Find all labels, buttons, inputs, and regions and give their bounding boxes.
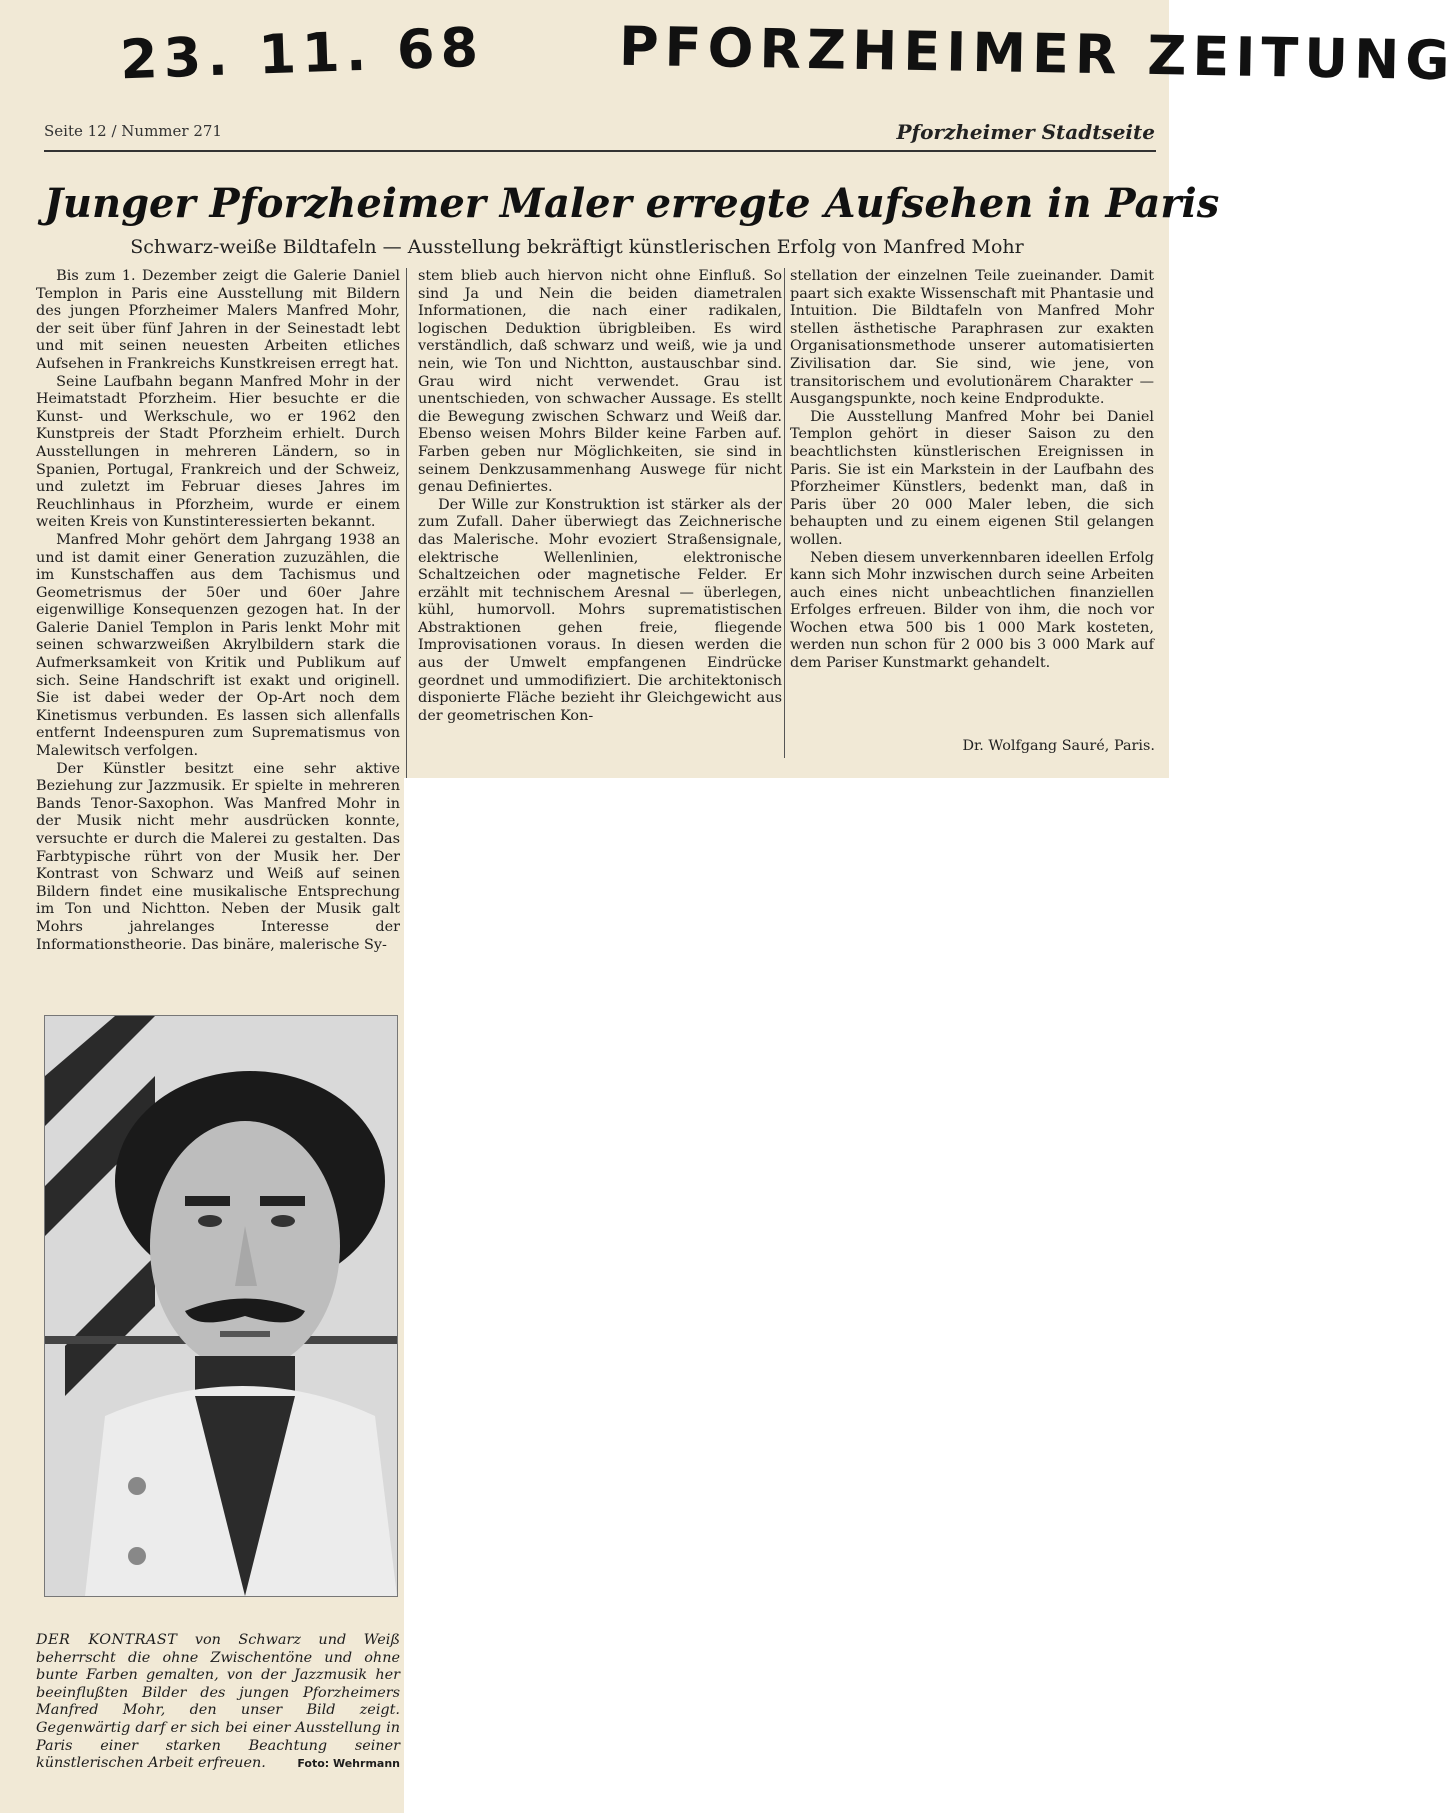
- page-number: Seite 12 / Nummer 271: [44, 122, 222, 140]
- handwritten-date: 23. 11. 68: [119, 15, 486, 92]
- handwritten-annotation: [119, 14, 1456, 102]
- portrait-illustration: [45, 1016, 397, 1596]
- caption-text: von Schwarz und Weiß beherrscht die ohne Zwischentöne und ohne bunte Farben gemalten, von der Jazzmusik her beeinflußten Bilder des jungen Pforzheimers Manfred Mohr, den unser Bild zeigt. Gegenwärtig darf er sich bei einer Ausstellung in Paris einer starken Beachtung seiner künstlerischen Arbeit erfreuen.: [36, 1632, 400, 1772]
- header-rule: [44, 150, 1156, 152]
- paragraph: Seine Laufbahn begann Manfred Mohr in der Heimatstadt Pforzheim. Hier besuchte er die Kunst- und Werkschule, wo er 1962 den Kunstpreis der Stadt Pforzheim erhielt. Durch Ausstellungen in mehreren Ländern, so in Spanien, Portugal, Frankreich und der Schweiz, und zuletzt im Februar dieses Jahres im Reuchlinhaus in Pforzheim, wurde er einem weiten Kreis von Kunstinteressierten bekannt.: [36, 373, 400, 531]
- paragraph: Der Wille zur Konstruktion ist stärker als der zum Zufall. Daher überwiegt das Zeichnerische das Malerische. Mohr evoziert Straßensignale, elektrische Wellenlinien, elektronische Schaltzeichen oder magnetische Felder. Er erzählt mit technischem Aresnal — überlegen, kühl, humorvoll. Mohrs suprematistischen Abstraktionen gehen freie, fliegende Improvisationen voraus. In diesen werden die aus der Umwelt empfangenen Eindrücke geordnet und ummodifiziert. Die architektonisch disponierte Fläche bezieht ihr Gleichgewicht aus der geometrischen Kon-: [418, 496, 782, 724]
- cutout-white-area: [404, 778, 1169, 1813]
- paragraph: Neben diesem unverkennbaren ideellen Erfolg kann sich Mohr inzwischen durch seine Arbeiten auch eines nicht unbeachtlichen finanziellen Erfolges erfreuen. Bilder von ihm, die noch vor Wochen etwa 500 bis 1 000 Mark kosteten, werden nun schon für 2 000 bis 3 000 Mark auf dem Pariser Kunstmarkt gehandelt.: [790, 549, 1154, 672]
- article-column-2: [418, 268, 782, 758]
- author-byline: Dr. Wolfgang Sauré, Paris.: [962, 738, 1155, 754]
- paragraph: Manfred Mohr gehört dem Jahrgang 1938 an und ist damit einer Generation zuzuzählen, die im Kunstschaffen aus dem Tachismus und Geometrismus der 50er und 60er Jahre eigenwillige Konsequenzen gezogen hat. In der Galerie Daniel Templon in Paris lenkt Mohr mit seinen schwarzweißen Akrylbildern stark die Aufmerksamkeit von Kritik und Publikum auf sich. Seine Handschrift ist exakt und originell. Sie ist dabei weder der Op-Art noch dem Kinetismus verbunden. Es lassen sich allenfalls entfernt Indeenspuren zum Suprematismus von Malewitsch verfolgen.: [36, 531, 400, 760]
- paragraph: stellation der einzelnen Teile zueinander. Damit paart sich exakte Wissenschaft mit Phantasie und Intuition. Die Bildtafeln von Manfred Mohr stellen ästhetische Paraphrasen zur exakten Organisationsmethode unserer automatisierten Zivilisation dar. Sie sind, wie jene, von transitorischem und evolutionärem Charakter — Ausgangspunkte, noch keine Endprodukte.: [790, 268, 1154, 408]
- article-column-1: [36, 268, 400, 1010]
- paragraph: Bis zum 1. Dezember zeigt die Galerie Daniel Templon in Paris eine Ausstellung mit Bildern des jungen Pforzheimer Malers Manfred Mohr, der seit über fünf Jahren in der Seinestadt lebt und mit seinen neuesten Arbeiten etliches Aufsehen in Frankreichs Kunstkreisen erregt hat.: [36, 268, 400, 372]
- handwritten-newspaper-name: PFORZHEIMER ZEITUNG: [618, 14, 1456, 93]
- photo-caption: [36, 1632, 400, 1773]
- portrait-photo: [44, 1015, 398, 1597]
- section-title: Pforzheimer Stadtseite: [896, 120, 1155, 144]
- article-column-3: [790, 268, 1154, 758]
- column-divider: [784, 268, 785, 758]
- paragraph: Der Künstler besitzt eine sehr aktive Beziehung zur Jazzmusik. Er spielte in mehreren Bands Tenor-Saxophon. Was Manfred Mohr in der Musik nicht mehr ausdrücken konnte, versuchte er durch die Malerei zu gestalten. Das Farbtypische rührt von der Musik her. Der Kontrast von Schwarz und Weiß auf seinen Bildern findet eine musikalische Entsprechung im Ton und Nichtton. Neben der Musik galt Mohrs jahrelanges Interesse der Informationstheorie. Das binäre, malerische Sy-: [36, 760, 400, 953]
- photo-credit: Foto: Wehrmann: [297, 1757, 400, 1771]
- subheadline: Schwarz-weiße Bildtafeln — Ausstellung bekräftigt künstlerischen Erfolg von Manfred Mohr: [130, 236, 1024, 258]
- caption-lead: DER KONTRAST: [36, 1632, 178, 1648]
- paragraph: Die Ausstellung Manfred Mohr bei Daniel Templon gehört in dieser Saison zu den beachtlichsten künstlerischen Ereignissen in Paris. Sie ist ein Markstein in der Laufbahn des Pforzheimer Künstlers, bedenkt man, daß in Paris über 20 000 Maler leben, die sich behaupten und zu einem eigenen Stil gelangen wollen.: [790, 408, 1154, 548]
- headline: Junger Pforzheimer Maler erregte Aufsehen in Paris: [44, 180, 1220, 227]
- paragraph: stem blieb auch hiervon nicht ohne Einfluß. So sind Ja und Nein die beiden diametralen Informationen, die nach einer radikalen, logischen Deduktion übrigbleiben. Es wird verständlich, daß schwarz und weiß, wie ja und nein, wie Ton und Nichtton, austauschbar sind. Grau wird nicht verwendet. Grau ist unentschieden, von schwacher Aussage. Es stellt die Bewegung zwischen Schwarz und Weiß dar. Ebenso weisen Mohrs Bilder keine Farben auf. Farben geben nur Möglichkeiten, sie sind in seinem Denkzusammenhang Auswege für nicht genau Definiertes.: [418, 268, 782, 496]
